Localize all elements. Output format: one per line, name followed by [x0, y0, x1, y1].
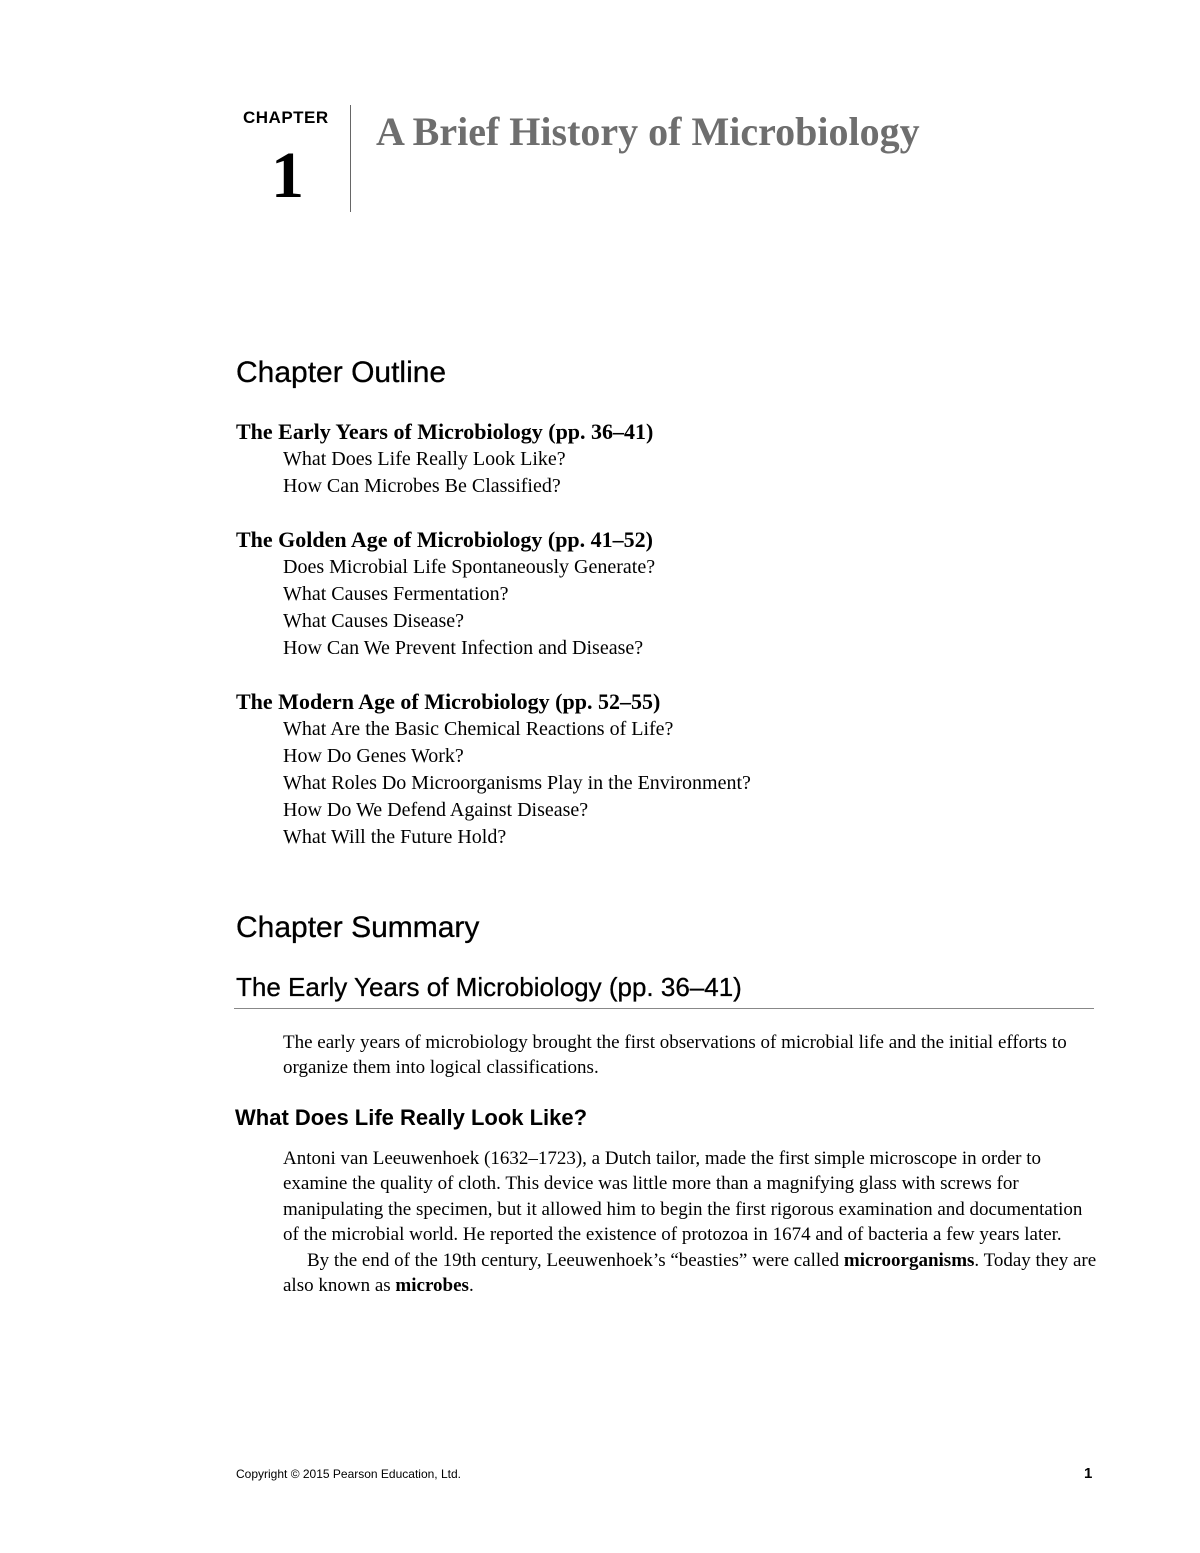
paragraph — [283, 1248, 1098, 1299]
chapter-label: CHAPTER — [243, 108, 329, 127]
key-term: microbes — [395, 1275, 469, 1297]
outline-item: How Can We Prevent Infection and Disease? — [283, 637, 644, 659]
subsection-body — [283, 1146, 1098, 1298]
outline-item: What Will the Future Hold? — [283, 826, 507, 848]
outline-item: What Causes Disease? — [283, 610, 465, 632]
outline-group-title: The Early Years of Microbiology (pp. 36–41) — [236, 419, 654, 444]
chapter-number: 1 — [271, 139, 304, 212]
outline-group — [236, 418, 653, 500]
outline-item: What Roles Do Microorganisms Play in the Environment? — [283, 772, 751, 794]
paragraph: Antoni van Leeuwenhoek (1632–1723), a Dutch tailor, made the first simple microscope in order to examine the quality of cloth. This device was little more than a magnifying glass with screws for manipulating the specimen, but it allowed him to begin the first rigorous examination and documentation of the microbial world. He reported the existence of protozoa in 1674 and of bacteria a few years later. — [283, 1148, 1083, 1246]
outline-item: How Can Microbes Be Classified? — [283, 475, 561, 497]
outline-group-title: The Golden Age of Microbiology (pp. 41–52) — [236, 527, 653, 552]
outline-group — [236, 526, 655, 662]
outline-heading: Chapter Outline — [236, 356, 447, 389]
outline-item: How Do We Defend Against Disease? — [283, 799, 589, 821]
outline-group-title: The Modern Age of Microbiology (pp. 52–55) — [236, 689, 661, 714]
paragraph-text: . — [468, 1275, 474, 1297]
section-intro-text: The early years of microbiology brought the first observations of microbial life and the initial efforts to organize them into logical classifications. — [283, 1032, 1067, 1078]
outline-item: What Causes Fermentation? — [283, 583, 509, 605]
section-divider — [234, 1008, 1094, 1009]
key-term: microorganisms — [843, 1249, 975, 1271]
paragraph-text: By the end of the 19th century, Leeuwenhoek’s “beasties” were called — [307, 1249, 844, 1271]
outline-item: What Are the Basic Chemical Reactions of Life? — [283, 718, 674, 740]
chapter-divider — [350, 105, 351, 212]
outline-group — [236, 688, 751, 851]
outline-item: Does Microbial Life Spontaneously Generate? — [283, 556, 656, 578]
summary-heading: Chapter Summary — [236, 911, 480, 944]
footer-copyright: Copyright © 2015 Pearson Education, Ltd. — [236, 1467, 461, 1481]
subsection-heading: What Does Life Really Look Like? — [235, 1105, 588, 1130]
outline-item: What Does Life Really Look Like? — [283, 448, 566, 470]
page-number: 1 — [1084, 1465, 1093, 1482]
section-heading: The Early Years of Microbiology (pp. 36–41) — [236, 972, 742, 1002]
paragraph-text: . Today they are also known as — [283, 1249, 1097, 1297]
outline-item: How Do Genes Work? — [283, 745, 464, 767]
chapter-title: A Brief History of Microbiology — [376, 109, 920, 154]
